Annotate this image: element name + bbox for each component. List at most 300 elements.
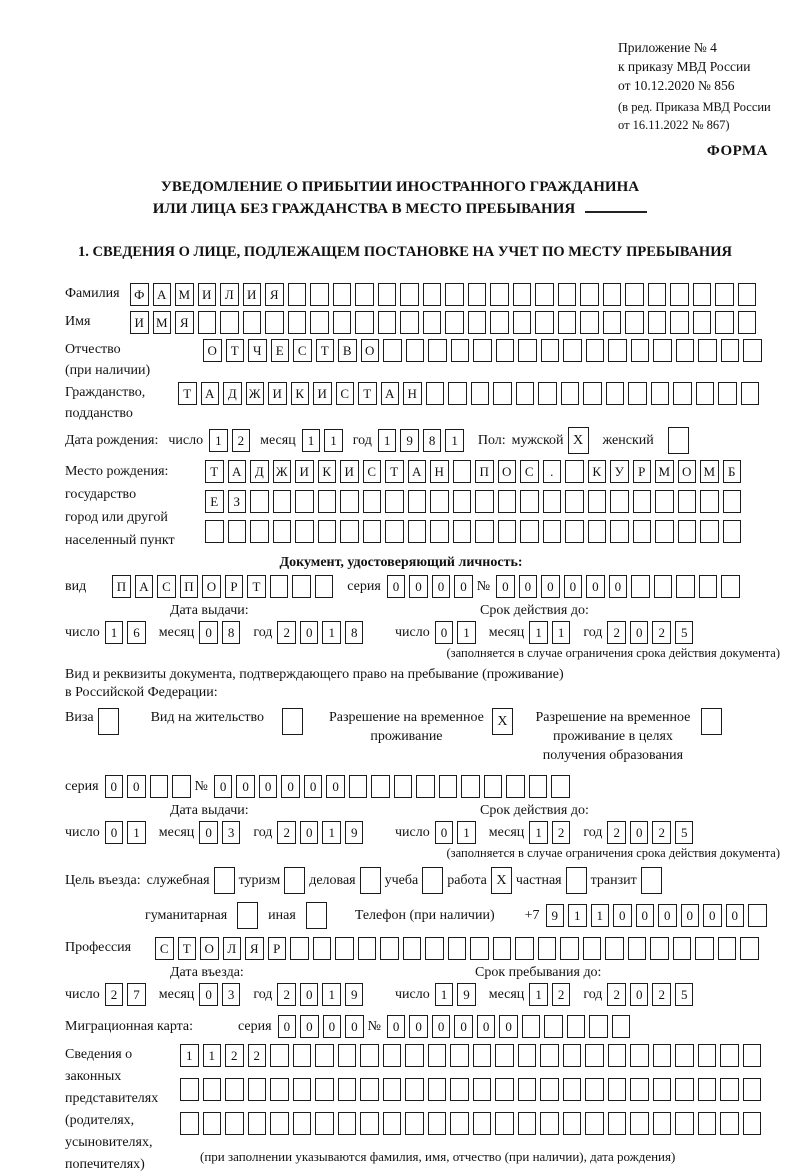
char-cell[interactable] <box>565 520 584 543</box>
char-cell[interactable] <box>551 775 570 798</box>
char-cell[interactable] <box>270 1044 289 1067</box>
char-cell[interactable] <box>586 339 605 362</box>
char-cell[interactable] <box>470 937 489 960</box>
char-cell[interactable]: С <box>520 460 539 483</box>
char-cell[interactable]: М <box>175 283 194 306</box>
char-cell[interactable]: 0 <box>387 1015 406 1038</box>
char-cell[interactable] <box>678 490 697 513</box>
char-cell[interactable] <box>693 283 712 306</box>
char-cell[interactable] <box>543 520 562 543</box>
char-cell[interactable] <box>563 1044 582 1067</box>
char-cell[interactable] <box>513 311 532 334</box>
char-cell[interactable] <box>543 490 562 513</box>
char-cell[interactable] <box>403 937 422 960</box>
char-cell[interactable] <box>270 575 289 598</box>
char-cell[interactable] <box>585 1078 604 1101</box>
char-cell[interactable] <box>310 311 329 334</box>
char-cell[interactable]: 0 <box>105 821 124 844</box>
char-cell[interactable]: Т <box>226 339 245 362</box>
char-cell[interactable]: 0 <box>630 821 649 844</box>
char-cell[interactable] <box>295 490 314 513</box>
char-cell[interactable] <box>248 1078 267 1101</box>
char-cell[interactable] <box>738 283 757 306</box>
char-cell[interactable] <box>360 1112 379 1135</box>
char-cell[interactable] <box>228 520 247 543</box>
char-cell[interactable]: 0 <box>259 775 278 798</box>
char-cell[interactable] <box>445 283 464 306</box>
char-cell[interactable] <box>448 937 467 960</box>
char-cell[interactable] <box>335 937 354 960</box>
char-cell[interactable]: Д <box>250 460 269 483</box>
char-cell[interactable] <box>400 311 419 334</box>
char-cell[interactable] <box>273 520 292 543</box>
char-cell[interactable] <box>698 1044 717 1067</box>
char-cell[interactable] <box>676 575 695 598</box>
char-cell[interactable] <box>585 1112 604 1135</box>
char-cell[interactable] <box>610 490 629 513</box>
char-cell[interactable] <box>475 490 494 513</box>
char-cell[interactable]: 1 <box>127 821 146 844</box>
char-cell[interactable] <box>518 339 537 362</box>
char-cell[interactable]: 1 <box>552 621 571 644</box>
temp-residence-checkbox[interactable]: X <box>492 708 513 735</box>
char-cell[interactable] <box>676 339 695 362</box>
char-cell[interactable]: 2 <box>652 983 671 1006</box>
char-cell[interactable] <box>698 1078 717 1101</box>
char-cell[interactable]: 2 <box>225 1044 244 1067</box>
char-cell[interactable]: 1 <box>324 429 343 452</box>
char-cell[interactable] <box>451 339 470 362</box>
char-cell[interactable]: 1 <box>457 621 476 644</box>
char-cell[interactable]: А <box>135 575 154 598</box>
char-cell[interactable] <box>290 937 309 960</box>
char-cell[interactable] <box>610 520 629 543</box>
char-cell[interactable]: 0 <box>345 1015 364 1038</box>
char-cell[interactable] <box>612 1015 631 1038</box>
char-cell[interactable] <box>493 937 512 960</box>
gender-female-checkbox[interactable] <box>668 427 689 454</box>
char-cell[interactable] <box>583 937 602 960</box>
char-cell[interactable]: 0 <box>409 1015 428 1038</box>
char-cell[interactable] <box>565 460 584 483</box>
char-cell[interactable]: 0 <box>127 775 146 798</box>
char-cell[interactable] <box>743 1078 762 1101</box>
char-cell[interactable]: Т <box>385 460 404 483</box>
char-cell[interactable] <box>723 520 742 543</box>
char-cell[interactable] <box>696 382 715 405</box>
char-cell[interactable] <box>203 1078 222 1101</box>
char-cell[interactable]: 0 <box>477 1015 496 1038</box>
char-cell[interactable] <box>740 937 759 960</box>
char-cell[interactable]: К <box>318 460 337 483</box>
char-cell[interactable]: 8 <box>423 429 442 452</box>
char-cell[interactable]: И <box>268 382 287 405</box>
char-cell[interactable] <box>430 490 449 513</box>
char-cell[interactable]: М <box>153 311 172 334</box>
char-cell[interactable]: О <box>678 460 697 483</box>
char-cell[interactable] <box>580 283 599 306</box>
char-cell[interactable] <box>633 520 652 543</box>
char-cell[interactable] <box>315 1078 334 1101</box>
char-cell[interactable] <box>385 490 404 513</box>
char-cell[interactable] <box>625 311 644 334</box>
char-cell[interactable] <box>743 1044 762 1067</box>
char-cell[interactable]: Б <box>723 460 742 483</box>
char-cell[interactable] <box>453 520 472 543</box>
char-cell[interactable] <box>715 311 734 334</box>
char-cell[interactable] <box>450 1044 469 1067</box>
char-cell[interactable]: 1 <box>378 429 397 452</box>
char-cell[interactable]: Р <box>225 575 244 598</box>
char-cell[interactable]: 8 <box>345 621 364 644</box>
char-cell[interactable] <box>288 311 307 334</box>
char-cell[interactable]: Т <box>178 382 197 405</box>
char-cell[interactable] <box>333 311 352 334</box>
char-cell[interactable]: У <box>610 460 629 483</box>
char-cell[interactable] <box>360 1044 379 1067</box>
char-cell[interactable] <box>628 937 647 960</box>
purpose-official-checkbox[interactable] <box>214 867 235 894</box>
char-cell[interactable] <box>723 490 742 513</box>
char-cell[interactable] <box>448 382 467 405</box>
char-cell[interactable]: 2 <box>277 983 296 1006</box>
char-cell[interactable]: Ж <box>246 382 265 405</box>
char-cell[interactable]: А <box>381 382 400 405</box>
char-cell[interactable] <box>498 520 517 543</box>
char-cell[interactable]: 0 <box>432 575 451 598</box>
char-cell[interactable] <box>180 1112 199 1135</box>
char-cell[interactable] <box>461 775 480 798</box>
char-cell[interactable]: 0 <box>300 821 319 844</box>
char-cell[interactable] <box>473 1078 492 1101</box>
char-cell[interactable]: 2 <box>248 1044 267 1067</box>
char-cell[interactable] <box>383 1112 402 1135</box>
char-cell[interactable] <box>484 775 503 798</box>
char-cell[interactable]: 0 <box>630 621 649 644</box>
char-cell[interactable]: 0 <box>519 575 538 598</box>
char-cell[interactable]: 0 <box>300 983 319 1006</box>
char-cell[interactable] <box>608 1112 627 1135</box>
char-cell[interactable] <box>718 937 737 960</box>
char-cell[interactable] <box>310 283 329 306</box>
char-cell[interactable] <box>150 775 169 798</box>
purpose-private-checkbox[interactable] <box>566 867 587 894</box>
char-cell[interactable]: 0 <box>236 775 255 798</box>
char-cell[interactable] <box>513 283 532 306</box>
residence-permit-checkbox[interactable] <box>282 708 303 735</box>
char-cell[interactable]: Л <box>223 937 242 960</box>
char-cell[interactable] <box>650 937 669 960</box>
purpose-transit-checkbox[interactable] <box>641 867 662 894</box>
char-cell[interactable]: 2 <box>652 821 671 844</box>
char-cell[interactable]: 1 <box>529 621 548 644</box>
char-cell[interactable]: М <box>655 460 674 483</box>
purpose-tourism-checkbox[interactable] <box>284 867 305 894</box>
char-cell[interactable] <box>631 575 650 598</box>
char-cell[interactable] <box>738 311 757 334</box>
char-cell[interactable] <box>563 339 582 362</box>
temp-residence-education-checkbox[interactable] <box>701 708 722 735</box>
char-cell[interactable]: 0 <box>214 775 233 798</box>
char-cell[interactable] <box>338 1078 357 1101</box>
char-cell[interactable] <box>385 520 404 543</box>
char-cell[interactable] <box>565 490 584 513</box>
char-cell[interactable] <box>535 283 554 306</box>
char-cell[interactable]: 1 <box>322 983 341 1006</box>
char-cell[interactable]: 2 <box>277 621 296 644</box>
char-cell[interactable]: Р <box>268 937 287 960</box>
char-cell[interactable] <box>520 490 539 513</box>
char-cell[interactable]: 8 <box>222 621 241 644</box>
char-cell[interactable] <box>653 339 672 362</box>
char-cell[interactable]: . <box>543 460 562 483</box>
char-cell[interactable]: 1 <box>302 429 321 452</box>
char-cell[interactable] <box>498 490 517 513</box>
char-cell[interactable]: 1 <box>435 983 454 1006</box>
char-cell[interactable]: 0 <box>304 775 323 798</box>
char-cell[interactable]: О <box>361 339 380 362</box>
char-cell[interactable]: 0 <box>435 621 454 644</box>
char-cell[interactable]: О <box>202 575 221 598</box>
char-cell[interactable] <box>475 520 494 543</box>
char-cell[interactable]: Р <box>633 460 652 483</box>
char-cell[interactable] <box>468 283 487 306</box>
char-cell[interactable] <box>544 1015 563 1038</box>
char-cell[interactable] <box>468 311 487 334</box>
char-cell[interactable]: 5 <box>675 821 694 844</box>
char-cell[interactable]: А <box>153 283 172 306</box>
char-cell[interactable]: 1 <box>322 821 341 844</box>
char-cell[interactable]: 9 <box>546 904 565 927</box>
char-cell[interactable] <box>313 937 332 960</box>
char-cell[interactable] <box>473 1044 492 1067</box>
char-cell[interactable] <box>603 311 622 334</box>
char-cell[interactable]: 2 <box>607 821 626 844</box>
char-cell[interactable] <box>198 311 217 334</box>
char-cell[interactable] <box>522 1015 541 1038</box>
char-cell[interactable]: 0 <box>281 775 300 798</box>
char-cell[interactable]: К <box>291 382 310 405</box>
char-cell[interactable] <box>371 775 390 798</box>
char-cell[interactable] <box>293 1044 312 1067</box>
char-cell[interactable]: Т <box>178 937 197 960</box>
char-cell[interactable] <box>416 775 435 798</box>
char-cell[interactable] <box>405 1112 424 1135</box>
char-cell[interactable] <box>293 1112 312 1135</box>
char-cell[interactable]: 0 <box>541 575 560 598</box>
char-cell[interactable] <box>561 382 580 405</box>
char-cell[interactable] <box>248 1112 267 1135</box>
char-cell[interactable] <box>270 1112 289 1135</box>
char-cell[interactable] <box>400 283 419 306</box>
char-cell[interactable] <box>220 311 239 334</box>
char-cell[interactable]: И <box>340 460 359 483</box>
char-cell[interactable] <box>630 1078 649 1101</box>
char-cell[interactable]: 0 <box>387 575 406 598</box>
char-cell[interactable]: С <box>293 339 312 362</box>
char-cell[interactable]: 9 <box>457 983 476 1006</box>
char-cell[interactable]: Я <box>245 937 264 960</box>
char-cell[interactable]: Е <box>271 339 290 362</box>
char-cell[interactable] <box>518 1112 537 1135</box>
char-cell[interactable] <box>426 382 445 405</box>
char-cell[interactable]: И <box>313 382 332 405</box>
char-cell[interactable] <box>363 490 382 513</box>
char-cell[interactable] <box>495 1078 514 1101</box>
char-cell[interactable]: 6 <box>127 621 146 644</box>
char-cell[interactable] <box>743 1112 762 1135</box>
char-cell[interactable] <box>405 1078 424 1101</box>
char-cell[interactable]: П <box>112 575 131 598</box>
char-cell[interactable] <box>473 339 492 362</box>
char-cell[interactable] <box>315 1044 334 1067</box>
char-cell[interactable] <box>408 520 427 543</box>
char-cell[interactable] <box>453 460 472 483</box>
char-cell[interactable]: 1 <box>209 429 228 452</box>
char-cell[interactable] <box>655 520 674 543</box>
char-cell[interactable] <box>720 1112 739 1135</box>
char-cell[interactable]: 9 <box>345 821 364 844</box>
char-cell[interactable] <box>589 1015 608 1038</box>
char-cell[interactable] <box>203 1112 222 1135</box>
visa-checkbox[interactable] <box>98 708 119 735</box>
char-cell[interactable]: 1 <box>180 1044 199 1067</box>
char-cell[interactable] <box>698 1112 717 1135</box>
char-cell[interactable]: Ф <box>130 283 149 306</box>
char-cell[interactable] <box>675 1112 694 1135</box>
char-cell[interactable] <box>748 904 767 927</box>
char-cell[interactable]: Н <box>403 382 422 405</box>
char-cell[interactable] <box>338 1112 357 1135</box>
char-cell[interactable] <box>583 382 602 405</box>
char-cell[interactable] <box>540 1078 559 1101</box>
char-cell[interactable]: 0 <box>278 1015 297 1038</box>
char-cell[interactable] <box>741 382 760 405</box>
char-cell[interactable]: 0 <box>564 575 583 598</box>
purpose-study-checkbox[interactable] <box>422 867 443 894</box>
char-cell[interactable]: 1 <box>591 904 610 927</box>
char-cell[interactable] <box>538 937 557 960</box>
purpose-humanitarian-checkbox[interactable] <box>237 902 258 929</box>
char-cell[interactable]: 0 <box>300 1015 319 1038</box>
char-cell[interactable] <box>695 937 714 960</box>
char-cell[interactable]: 2 <box>105 983 124 1006</box>
char-cell[interactable]: Т <box>205 460 224 483</box>
char-cell[interactable] <box>205 520 224 543</box>
char-cell[interactable] <box>349 775 368 798</box>
char-cell[interactable] <box>490 311 509 334</box>
char-cell[interactable]: Т <box>316 339 335 362</box>
char-cell[interactable] <box>605 937 624 960</box>
char-cell[interactable]: 2 <box>607 983 626 1006</box>
char-cell[interactable] <box>628 382 647 405</box>
char-cell[interactable] <box>700 490 719 513</box>
char-cell[interactable]: Т <box>358 382 377 405</box>
char-cell[interactable]: Ж <box>273 460 292 483</box>
char-cell[interactable]: О <box>498 460 517 483</box>
char-cell[interactable] <box>585 1044 604 1067</box>
char-cell[interactable]: О <box>200 937 219 960</box>
char-cell[interactable] <box>408 490 427 513</box>
char-cell[interactable] <box>453 490 472 513</box>
char-cell[interactable]: И <box>295 460 314 483</box>
char-cell[interactable] <box>355 311 374 334</box>
char-cell[interactable]: С <box>157 575 176 598</box>
char-cell[interactable]: 3 <box>222 821 241 844</box>
char-cell[interactable] <box>518 1044 537 1067</box>
char-cell[interactable]: Ч <box>248 339 267 362</box>
char-cell[interactable] <box>720 1078 739 1101</box>
char-cell[interactable] <box>358 937 377 960</box>
char-cell[interactable]: И <box>198 283 217 306</box>
char-cell[interactable]: 2 <box>552 821 571 844</box>
char-cell[interactable] <box>250 520 269 543</box>
char-cell[interactable] <box>333 283 352 306</box>
char-cell[interactable] <box>603 283 622 306</box>
char-cell[interactable] <box>630 1044 649 1067</box>
char-cell[interactable] <box>608 1044 627 1067</box>
char-cell[interactable]: 1 <box>457 821 476 844</box>
char-cell[interactable]: И <box>130 311 149 334</box>
char-cell[interactable] <box>428 1078 447 1101</box>
char-cell[interactable] <box>172 775 191 798</box>
char-cell[interactable]: П <box>180 575 199 598</box>
char-cell[interactable]: 1 <box>105 621 124 644</box>
char-cell[interactable] <box>558 311 577 334</box>
char-cell[interactable] <box>720 1044 739 1067</box>
char-cell[interactable]: 9 <box>400 429 419 452</box>
char-cell[interactable]: 0 <box>435 821 454 844</box>
char-cell[interactable]: 0 <box>586 575 605 598</box>
char-cell[interactable] <box>673 382 692 405</box>
char-cell[interactable] <box>273 490 292 513</box>
char-cell[interactable]: В <box>338 339 357 362</box>
char-cell[interactable]: 2 <box>607 621 626 644</box>
char-cell[interactable] <box>493 382 512 405</box>
char-cell[interactable]: П <box>475 460 494 483</box>
char-cell[interactable]: К <box>588 460 607 483</box>
char-cell[interactable] <box>405 1044 424 1067</box>
char-cell[interactable] <box>473 1112 492 1135</box>
char-cell[interactable] <box>380 937 399 960</box>
char-cell[interactable]: 0 <box>454 1015 473 1038</box>
char-cell[interactable] <box>633 490 652 513</box>
char-cell[interactable] <box>378 311 397 334</box>
char-cell[interactable]: 9 <box>345 983 364 1006</box>
char-cell[interactable] <box>608 339 627 362</box>
char-cell[interactable] <box>383 1044 402 1067</box>
char-cell[interactable]: 0 <box>613 904 632 927</box>
char-cell[interactable]: О <box>203 339 222 362</box>
char-cell[interactable]: 0 <box>454 575 473 598</box>
char-cell[interactable] <box>445 311 464 334</box>
char-cell[interactable] <box>540 1112 559 1135</box>
char-cell[interactable]: 0 <box>409 575 428 598</box>
char-cell[interactable]: 7 <box>127 983 146 1006</box>
char-cell[interactable]: 0 <box>432 1015 451 1038</box>
char-cell[interactable]: С <box>155 937 174 960</box>
char-cell[interactable] <box>653 1112 672 1135</box>
char-cell[interactable]: И <box>243 283 262 306</box>
char-cell[interactable] <box>588 520 607 543</box>
char-cell[interactable] <box>715 283 734 306</box>
char-cell[interactable] <box>495 1112 514 1135</box>
char-cell[interactable]: 2 <box>652 621 671 644</box>
char-cell[interactable]: 0 <box>726 904 745 927</box>
char-cell[interactable] <box>648 283 667 306</box>
char-cell[interactable] <box>495 1044 514 1067</box>
purpose-business-checkbox[interactable] <box>360 867 381 894</box>
